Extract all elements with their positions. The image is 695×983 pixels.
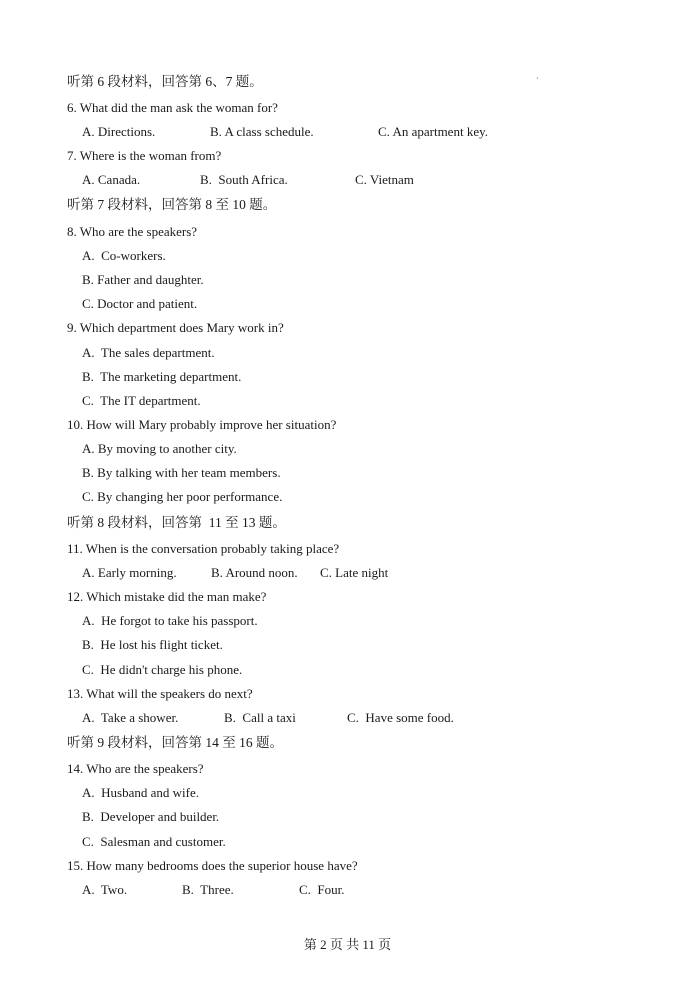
q10-option-c: C. By changing her poor performance. [82, 489, 283, 504]
question-7: 7. Where is the woman from? [67, 148, 222, 163]
question-14: 14. Who are the speakers? [67, 761, 204, 776]
question-9: 9. Which department does Mary work in? [67, 320, 284, 335]
section-heading-7: 听第 7 段材料，回答第 8 至 10 题。 [67, 197, 277, 212]
page-footer: 第 2 页 共 11 页 [303, 937, 392, 952]
q11-option-c: C. Late night [320, 565, 389, 580]
q9-option-c: C. The IT department. [82, 393, 201, 408]
q6-option-c: C. An apartment key. [378, 124, 488, 139]
question-15: 15. How many bedrooms does the superior house have? [67, 858, 358, 873]
q14-option-c: C. Salesman and customer. [82, 834, 226, 849]
q6-option-a: A. Directions. [82, 124, 156, 139]
q15-option-c: C. Four. [299, 882, 345, 897]
q7-option-b: B. South Africa. [200, 172, 288, 187]
q10-option-a: A. By moving to another city. [82, 441, 237, 456]
q14-option-a: A. Husband and wife. [82, 785, 199, 800]
q12-option-a: A. He forgot to take his passport. [82, 613, 258, 628]
section-heading-8: 听第 8 段材料，回答第 11 至 13 题。 [67, 515, 286, 530]
q13-option-c: C. Have some food. [347, 710, 454, 725]
q8-option-b: B. Father and daughter. [82, 272, 204, 287]
question-13: 13. What will the speakers do next? [67, 686, 253, 701]
q12-option-b: B. He lost his flight ticket. [82, 637, 223, 652]
question-12: 12. Which mistake did the man make? [67, 589, 267, 604]
question-6: 6. What did the man ask the woman for? [67, 100, 278, 115]
q15-option-a: A. Two. [82, 882, 128, 897]
question-11: 11. When is the conversation probably taking place? [67, 541, 340, 556]
q6-option-b: B. A class schedule. [210, 124, 314, 139]
q13-option-b: B. Call a taxi [224, 710, 296, 725]
question-8: 8. Who are the speakers? [67, 224, 198, 239]
question-10: 10. How will Mary probably improve her situation? [67, 417, 337, 432]
section-heading-6: 听第 6 段材料，回答第 6、7 题。 [67, 74, 263, 89]
q11-option-b: B. Around noon. [211, 565, 298, 580]
q15-option-b: B. Three. [182, 882, 234, 897]
q7-option-c: C. Vietnam [355, 172, 414, 187]
q7-option-a: A. Canada. [82, 172, 141, 187]
q11-option-a: A. Early morning. [82, 565, 177, 580]
q8-option-a: A. Co-workers. [82, 248, 166, 263]
q8-option-c: C. Doctor and patient. [82, 296, 198, 311]
q12-option-c: C. He didn't charge his phone. [82, 662, 243, 677]
q9-option-a: A. The sales department. [82, 345, 215, 360]
q14-option-b: B. Developer and builder. [82, 809, 220, 824]
stray-mark: · [536, 73, 539, 83]
q10-option-b: B. By talking with her team members. [82, 465, 281, 480]
section-heading-9: 听第 9 段材料，回答第 14 至 16 题。 [67, 735, 283, 750]
q13-option-a: A. Take a shower. [82, 710, 179, 725]
q9-option-b: B. The marketing department. [82, 369, 242, 384]
